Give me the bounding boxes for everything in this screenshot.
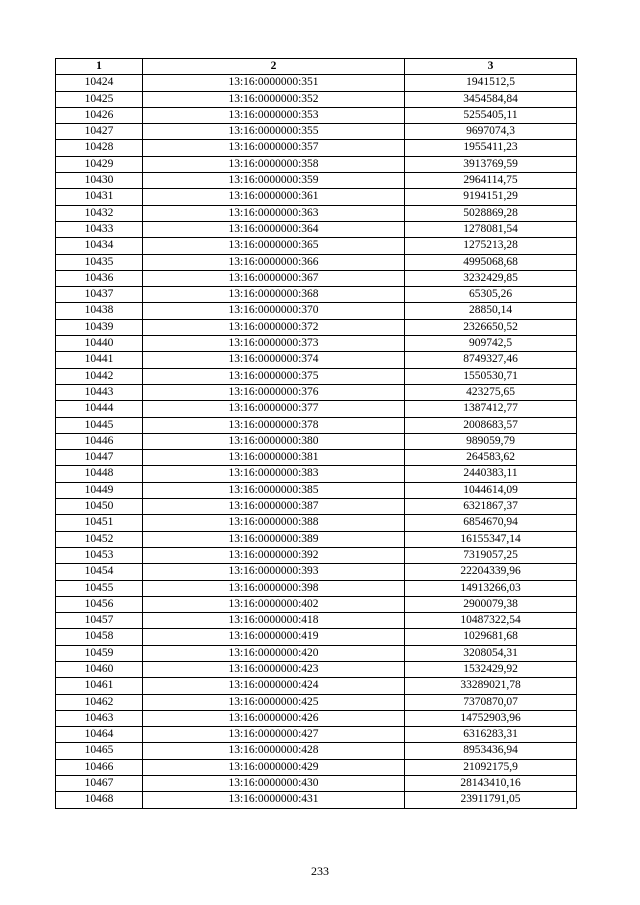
row-number-cell: 10434 <box>56 238 143 254</box>
value-cell: 5028869,28 <box>405 205 577 221</box>
cadastral-number-cell: 13:16:0000000:427 <box>143 727 405 743</box>
value-cell: 28850,14 <box>405 303 577 319</box>
cadastral-number-cell: 13:16:0000000:419 <box>143 629 405 645</box>
cadastral-number-cell: 13:16:0000000:367 <box>143 270 405 286</box>
table-body <box>56 75 577 808</box>
cadastral-number-cell: 13:16:0000000:363 <box>143 205 405 221</box>
row-number-cell: 10462 <box>56 694 143 710</box>
cadastral-number-cell: 13:16:0000000:383 <box>143 466 405 482</box>
value-cell: 1278081,54 <box>405 221 577 237</box>
cadastral-number-cell: 13:16:0000000:372 <box>143 319 405 335</box>
table-row <box>56 287 577 303</box>
value-cell: 2964114,75 <box>405 173 577 189</box>
value-cell: 6854670,94 <box>405 515 577 531</box>
row-number-cell: 10467 <box>56 776 143 792</box>
cadastral-number-cell: 13:16:0000000:366 <box>143 254 405 270</box>
row-number-cell: 10450 <box>56 499 143 515</box>
cadastral-number-cell: 13:16:0000000:380 <box>143 433 405 449</box>
row-number-cell: 10468 <box>56 792 143 808</box>
table-row <box>56 547 577 563</box>
table-row <box>56 613 577 629</box>
row-number-cell: 10440 <box>56 336 143 352</box>
table-row <box>56 629 577 645</box>
value-cell: 2440383,11 <box>405 466 577 482</box>
value-cell: 14752903,96 <box>405 710 577 726</box>
row-number-cell: 10455 <box>56 580 143 596</box>
value-cell: 1044614,09 <box>405 482 577 498</box>
cadastral-number-cell: 13:16:0000000:429 <box>143 759 405 775</box>
table-row <box>56 189 577 205</box>
cadastral-number-cell: 13:16:0000000:368 <box>143 287 405 303</box>
value-cell: 989059,79 <box>405 433 577 449</box>
table-row <box>56 417 577 433</box>
table-row <box>56 433 577 449</box>
cadastral-number-cell: 13:16:0000000:388 <box>143 515 405 531</box>
value-cell: 3208054,31 <box>405 645 577 661</box>
row-number-cell: 10447 <box>56 450 143 466</box>
cadastral-number-cell: 13:16:0000000:375 <box>143 368 405 384</box>
cadastral-number-cell: 13:16:0000000:420 <box>143 645 405 661</box>
table-row <box>56 792 577 808</box>
value-cell: 7319057,25 <box>405 547 577 563</box>
table-row <box>56 401 577 417</box>
cadastral-number-cell: 13:16:0000000:381 <box>143 450 405 466</box>
cadastral-number-cell: 13:16:0000000:353 <box>143 107 405 123</box>
table-row <box>56 743 577 759</box>
row-number-cell: 10425 <box>56 91 143 107</box>
row-number-cell: 10436 <box>56 270 143 286</box>
table-row <box>56 759 577 775</box>
row-number-cell: 10457 <box>56 613 143 629</box>
value-cell: 14913266,03 <box>405 580 577 596</box>
cadastral-number-cell: 13:16:0000000:424 <box>143 678 405 694</box>
table-row <box>56 678 577 694</box>
row-number-cell: 10433 <box>56 221 143 237</box>
row-number-cell: 10429 <box>56 156 143 172</box>
table-row <box>56 531 577 547</box>
value-cell: 1550530,71 <box>405 368 577 384</box>
value-cell: 65305,26 <box>405 287 577 303</box>
value-cell: 264583,62 <box>405 450 577 466</box>
value-cell: 21092175,9 <box>405 759 577 775</box>
cadastral-number-cell: 13:16:0000000:359 <box>143 173 405 189</box>
table-row <box>56 238 577 254</box>
cadastral-number-cell: 13:16:0000000:374 <box>143 352 405 368</box>
cadastral-number-cell: 13:16:0000000:376 <box>143 384 405 400</box>
table-row <box>56 319 577 335</box>
table-row <box>56 727 577 743</box>
value-cell: 2900079,38 <box>405 596 577 612</box>
table-row <box>56 596 577 612</box>
row-number-cell: 10427 <box>56 124 143 140</box>
cadastral-number-cell: 13:16:0000000:418 <box>143 613 405 629</box>
value-cell: 3913769,59 <box>405 156 577 172</box>
cadastral-number-cell: 13:16:0000000:430 <box>143 776 405 792</box>
row-number-cell: 10456 <box>56 596 143 612</box>
row-number-cell: 10463 <box>56 710 143 726</box>
cadastral-number-cell: 13:16:0000000:365 <box>143 238 405 254</box>
table-row <box>56 515 577 531</box>
cadastral-number-cell: 13:16:0000000:387 <box>143 499 405 515</box>
row-number-cell: 10437 <box>56 287 143 303</box>
value-cell: 1029681,68 <box>405 629 577 645</box>
table-row <box>56 270 577 286</box>
value-cell: 6316283,31 <box>405 727 577 743</box>
row-number-cell: 10442 <box>56 368 143 384</box>
row-number-cell: 10435 <box>56 254 143 270</box>
cadastral-number-cell: 13:16:0000000:392 <box>143 547 405 563</box>
table-row <box>56 564 577 580</box>
table-row <box>56 580 577 596</box>
cadastral-number-cell: 13:16:0000000:373 <box>143 336 405 352</box>
column-header-1: 1 <box>56 59 143 75</box>
cadastral-number-cell: 13:16:0000000:378 <box>143 417 405 433</box>
cadastral-number-cell: 13:16:0000000:361 <box>143 189 405 205</box>
table-row <box>56 352 577 368</box>
cadastral-number-cell: 13:16:0000000:352 <box>143 91 405 107</box>
value-cell: 9697074,3 <box>405 124 577 140</box>
row-number-cell: 10428 <box>56 140 143 156</box>
value-cell: 16155347,14 <box>405 531 577 547</box>
row-number-cell: 10443 <box>56 384 143 400</box>
value-cell: 2326650,52 <box>405 319 577 335</box>
value-cell: 1532429,92 <box>405 661 577 677</box>
row-number-cell: 10448 <box>56 466 143 482</box>
row-number-cell: 10446 <box>56 433 143 449</box>
column-header-2: 2 <box>143 59 405 75</box>
table-row <box>56 384 577 400</box>
table-row <box>56 645 577 661</box>
value-cell: 909742,5 <box>405 336 577 352</box>
row-number-cell: 10438 <box>56 303 143 319</box>
row-number-cell: 10449 <box>56 482 143 498</box>
value-cell: 3454584,84 <box>405 91 577 107</box>
table-row <box>56 694 577 710</box>
value-cell: 1387412,77 <box>405 401 577 417</box>
cadastral-number-cell: 13:16:0000000:389 <box>143 531 405 547</box>
table-row <box>56 124 577 140</box>
table-row <box>56 221 577 237</box>
cadastral-number-cell: 13:16:0000000:431 <box>143 792 405 808</box>
value-cell: 2008683,57 <box>405 417 577 433</box>
row-number-cell: 10431 <box>56 189 143 205</box>
value-cell: 7370870,07 <box>405 694 577 710</box>
table-row <box>56 466 577 482</box>
table-row <box>56 156 577 172</box>
cadastral-number-cell: 13:16:0000000:428 <box>143 743 405 759</box>
value-cell: 3232429,85 <box>405 270 577 286</box>
cadastral-number-cell: 13:16:0000000:393 <box>143 564 405 580</box>
row-number-cell: 10464 <box>56 727 143 743</box>
cadastral-number-cell: 13:16:0000000:425 <box>143 694 405 710</box>
row-number-cell: 10465 <box>56 743 143 759</box>
table-row <box>56 710 577 726</box>
cadastral-number-cell: 13:16:0000000:423 <box>143 661 405 677</box>
row-number-cell: 10459 <box>56 645 143 661</box>
cadastral-number-cell: 13:16:0000000:357 <box>143 140 405 156</box>
row-number-cell: 10452 <box>56 531 143 547</box>
cadastral-number-cell: 13:16:0000000:351 <box>143 75 405 91</box>
row-number-cell: 10466 <box>56 759 143 775</box>
row-number-cell: 10430 <box>56 173 143 189</box>
row-number-cell: 10460 <box>56 661 143 677</box>
table-header <box>56 59 577 75</box>
row-number-cell: 10432 <box>56 205 143 221</box>
value-cell: 1955411,23 <box>405 140 577 156</box>
cadastral-number-cell: 13:16:0000000:426 <box>143 710 405 726</box>
table-row <box>56 107 577 123</box>
cadastral-number-cell: 13:16:0000000:377 <box>143 401 405 417</box>
table-row <box>56 450 577 466</box>
row-number-cell: 10426 <box>56 107 143 123</box>
table-row <box>56 140 577 156</box>
table-row <box>56 776 577 792</box>
value-cell: 10487322,54 <box>405 613 577 629</box>
row-number-cell: 10439 <box>56 319 143 335</box>
value-cell: 5255405,11 <box>405 107 577 123</box>
row-number-cell: 10458 <box>56 629 143 645</box>
value-cell: 22204339,96 <box>405 564 577 580</box>
row-number-cell: 10445 <box>56 417 143 433</box>
value-cell: 8953436,94 <box>405 743 577 759</box>
cadastral-number-cell: 13:16:0000000:355 <box>143 124 405 140</box>
table-row <box>56 661 577 677</box>
value-cell: 4995068,68 <box>405 254 577 270</box>
row-number-cell: 10424 <box>56 75 143 91</box>
table-row <box>56 336 577 352</box>
cadastral-number-cell: 13:16:0000000:358 <box>143 156 405 172</box>
cadastral-number-cell: 13:16:0000000:385 <box>143 482 405 498</box>
value-cell: 28143410,16 <box>405 776 577 792</box>
table-row <box>56 499 577 515</box>
table-row <box>56 303 577 319</box>
table-row <box>56 368 577 384</box>
header-row <box>56 59 577 75</box>
row-number-cell: 10441 <box>56 352 143 368</box>
value-cell: 423275,65 <box>405 384 577 400</box>
table-row <box>56 205 577 221</box>
table-row <box>56 173 577 189</box>
row-number-cell: 10454 <box>56 564 143 580</box>
cadastral-number-cell: 13:16:0000000:398 <box>143 580 405 596</box>
value-cell: 1941512,5 <box>405 75 577 91</box>
row-number-cell: 10461 <box>56 678 143 694</box>
data-table <box>55 58 577 809</box>
cadastral-number-cell: 13:16:0000000:402 <box>143 596 405 612</box>
table-row <box>56 75 577 91</box>
value-cell: 8749327,46 <box>405 352 577 368</box>
row-number-cell: 10444 <box>56 401 143 417</box>
row-number-cell: 10453 <box>56 547 143 563</box>
table-row <box>56 91 577 107</box>
value-cell: 1275213,28 <box>405 238 577 254</box>
column-header-3: 3 <box>405 59 577 75</box>
cadastral-number-cell: 13:16:0000000:370 <box>143 303 405 319</box>
value-cell: 33289021,78 <box>405 678 577 694</box>
cadastral-number-cell: 13:16:0000000:364 <box>143 221 405 237</box>
row-number-cell: 10451 <box>56 515 143 531</box>
page-number: 233 <box>311 864 329 878</box>
table-row <box>56 482 577 498</box>
value-cell: 9194151,29 <box>405 189 577 205</box>
table-row <box>56 254 577 270</box>
value-cell: 23911791,05 <box>405 792 577 808</box>
value-cell: 6321867,37 <box>405 499 577 515</box>
